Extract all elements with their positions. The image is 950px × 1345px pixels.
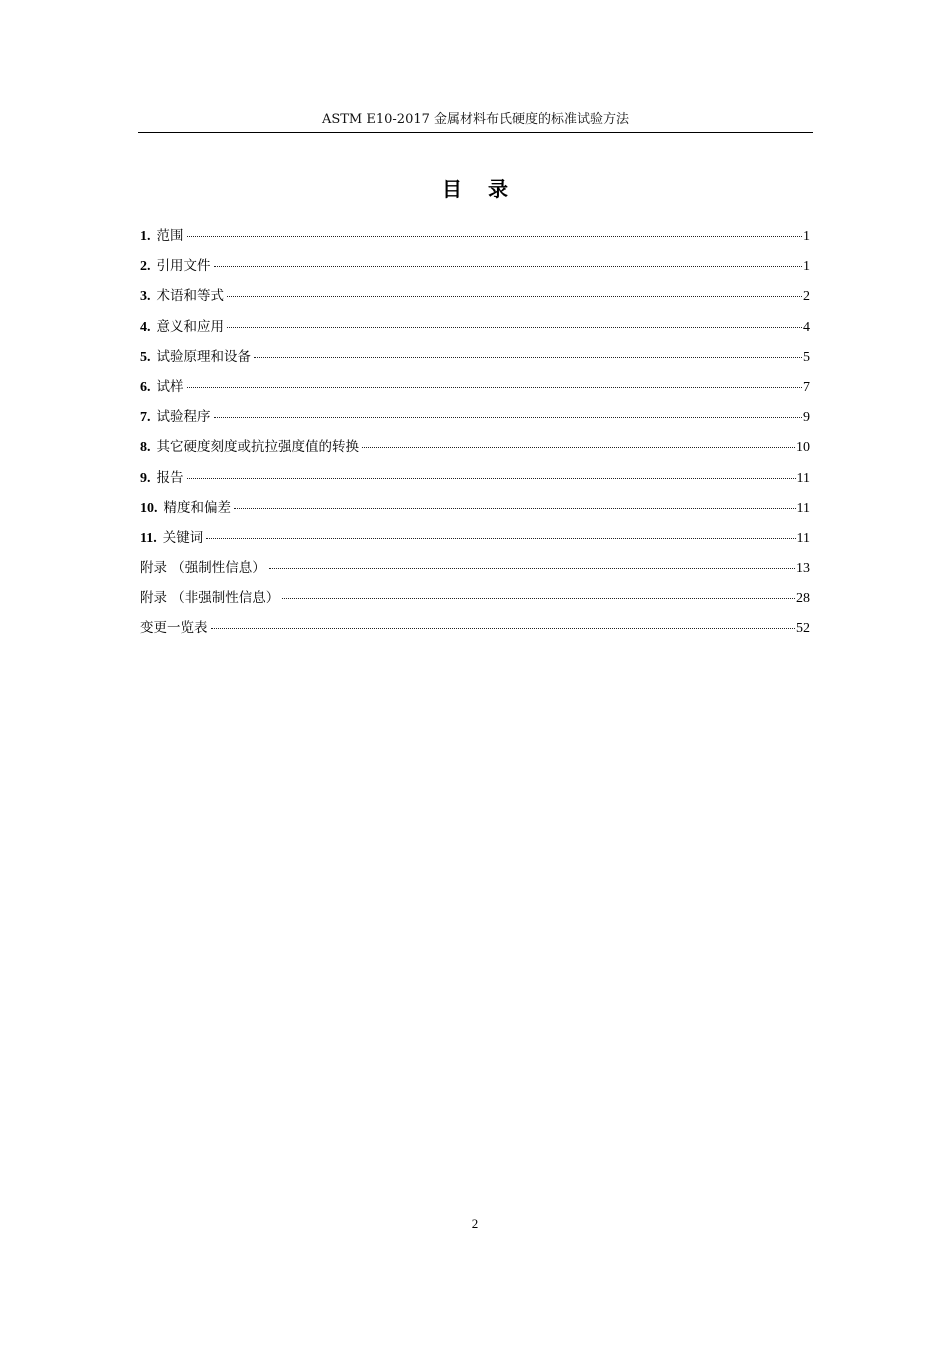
toc-entry-label: 关键词 [162, 529, 204, 546]
toc-entry-principle-apparatus[interactable] [140, 346, 810, 376]
toc-entry-page: 1 [803, 229, 810, 244]
dot-leader [187, 478, 796, 479]
toc-entry-conversion[interactable] [140, 436, 810, 466]
toc-title: 目录 [442, 177, 534, 201]
toc-entry-annex-mandatory[interactable] [140, 557, 810, 587]
toc-entry-label: 意义和应用 [156, 318, 224, 335]
toc-entry-label: 报告 [156, 469, 184, 486]
toc-entry-number: 8. [140, 440, 151, 456]
header-rule [138, 132, 813, 133]
toc-entry-number: 3. [140, 289, 151, 305]
toc-entry-referenced-documents[interactable] [140, 255, 810, 285]
toc-entry-number: 5. [140, 349, 151, 365]
dot-leader [187, 236, 803, 237]
dot-leader [206, 538, 795, 539]
toc-entry-label: 试验程序 [156, 409, 211, 426]
toc-entry-page: 1 [803, 259, 810, 275]
toc-entry-label: 其它硬度刻度或抗拉强度值的转换 [156, 439, 359, 456]
toc-entry-label: 变更一览表 [140, 620, 208, 637]
toc-entry-page: 28 [796, 591, 810, 607]
toc-entry-significance[interactable] [140, 316, 810, 346]
dot-leader [227, 327, 802, 328]
toc-entry-number: 11. [140, 530, 157, 546]
toc-entry-terminology[interactable] [140, 285, 810, 315]
toc-entry-label: 附录 （非强制性信息） [140, 590, 280, 607]
toc-entry-number: 7. [140, 410, 151, 426]
toc-entry-test-procedure[interactable] [140, 406, 810, 436]
toc-entry-page: 5 [803, 349, 810, 365]
toc-entry-number: 9. [140, 470, 151, 486]
toc-entry-page: 11 [796, 470, 810, 486]
toc-entry-number: 6. [140, 379, 151, 395]
toc-entry-label: 引用文件 [156, 258, 211, 275]
toc-entry-precision-bias[interactable] [140, 497, 810, 527]
dot-leader [254, 357, 802, 358]
toc-entry-number: 4. [140, 319, 151, 335]
toc-entry-scope[interactable] [140, 225, 810, 255]
toc-entry-page: 10 [796, 440, 810, 456]
table-of-contents [140, 225, 810, 648]
toc-entry-report[interactable] [140, 467, 810, 497]
toc-entry-number: 10. [140, 500, 158, 516]
toc-entry-page: 7 [803, 379, 810, 395]
toc-entry-appendix-nonmandatory[interactable] [140, 587, 810, 617]
toc-entry-number: 1. [140, 229, 151, 244]
running-header: ASTM E10-2017 金属材料布氏硬度的标准试验方法 [321, 112, 630, 127]
toc-entry-label: 范围 [156, 228, 184, 244]
toc-entry-page: 9 [803, 410, 810, 426]
toc-entry-page: 2 [803, 289, 810, 305]
dot-leader [362, 447, 795, 448]
toc-entry-label: 附录 （强制性信息） [140, 560, 266, 577]
dot-leader [211, 628, 796, 629]
toc-entry-page: 52 [796, 621, 810, 637]
toc-entry-label: 试验原理和设备 [156, 348, 251, 365]
dot-leader [214, 266, 803, 267]
page-number: 2 [471, 1216, 479, 1231]
toc-entry-label: 试样 [156, 378, 184, 395]
toc-entry-label: 精度和偏差 [163, 499, 231, 516]
dot-leader [187, 387, 803, 388]
toc-entry-page: 11 [796, 500, 810, 516]
toc-entry-keywords[interactable] [140, 527, 810, 557]
toc-entry-test-piece[interactable] [140, 376, 810, 406]
dot-leader [269, 568, 795, 569]
dot-leader [282, 598, 795, 599]
toc-entry-page: 4 [803, 319, 810, 335]
toc-entry-summary-of-changes[interactable] [140, 617, 810, 647]
dot-leader [234, 508, 796, 509]
toc-entry-number: 2. [140, 259, 151, 275]
dot-leader [214, 417, 803, 418]
toc-entry-page: 11 [796, 530, 810, 546]
toc-entry-label: 术语和等式 [156, 288, 224, 305]
toc-entry-page: 13 [796, 561, 810, 577]
dot-leader [227, 296, 802, 297]
